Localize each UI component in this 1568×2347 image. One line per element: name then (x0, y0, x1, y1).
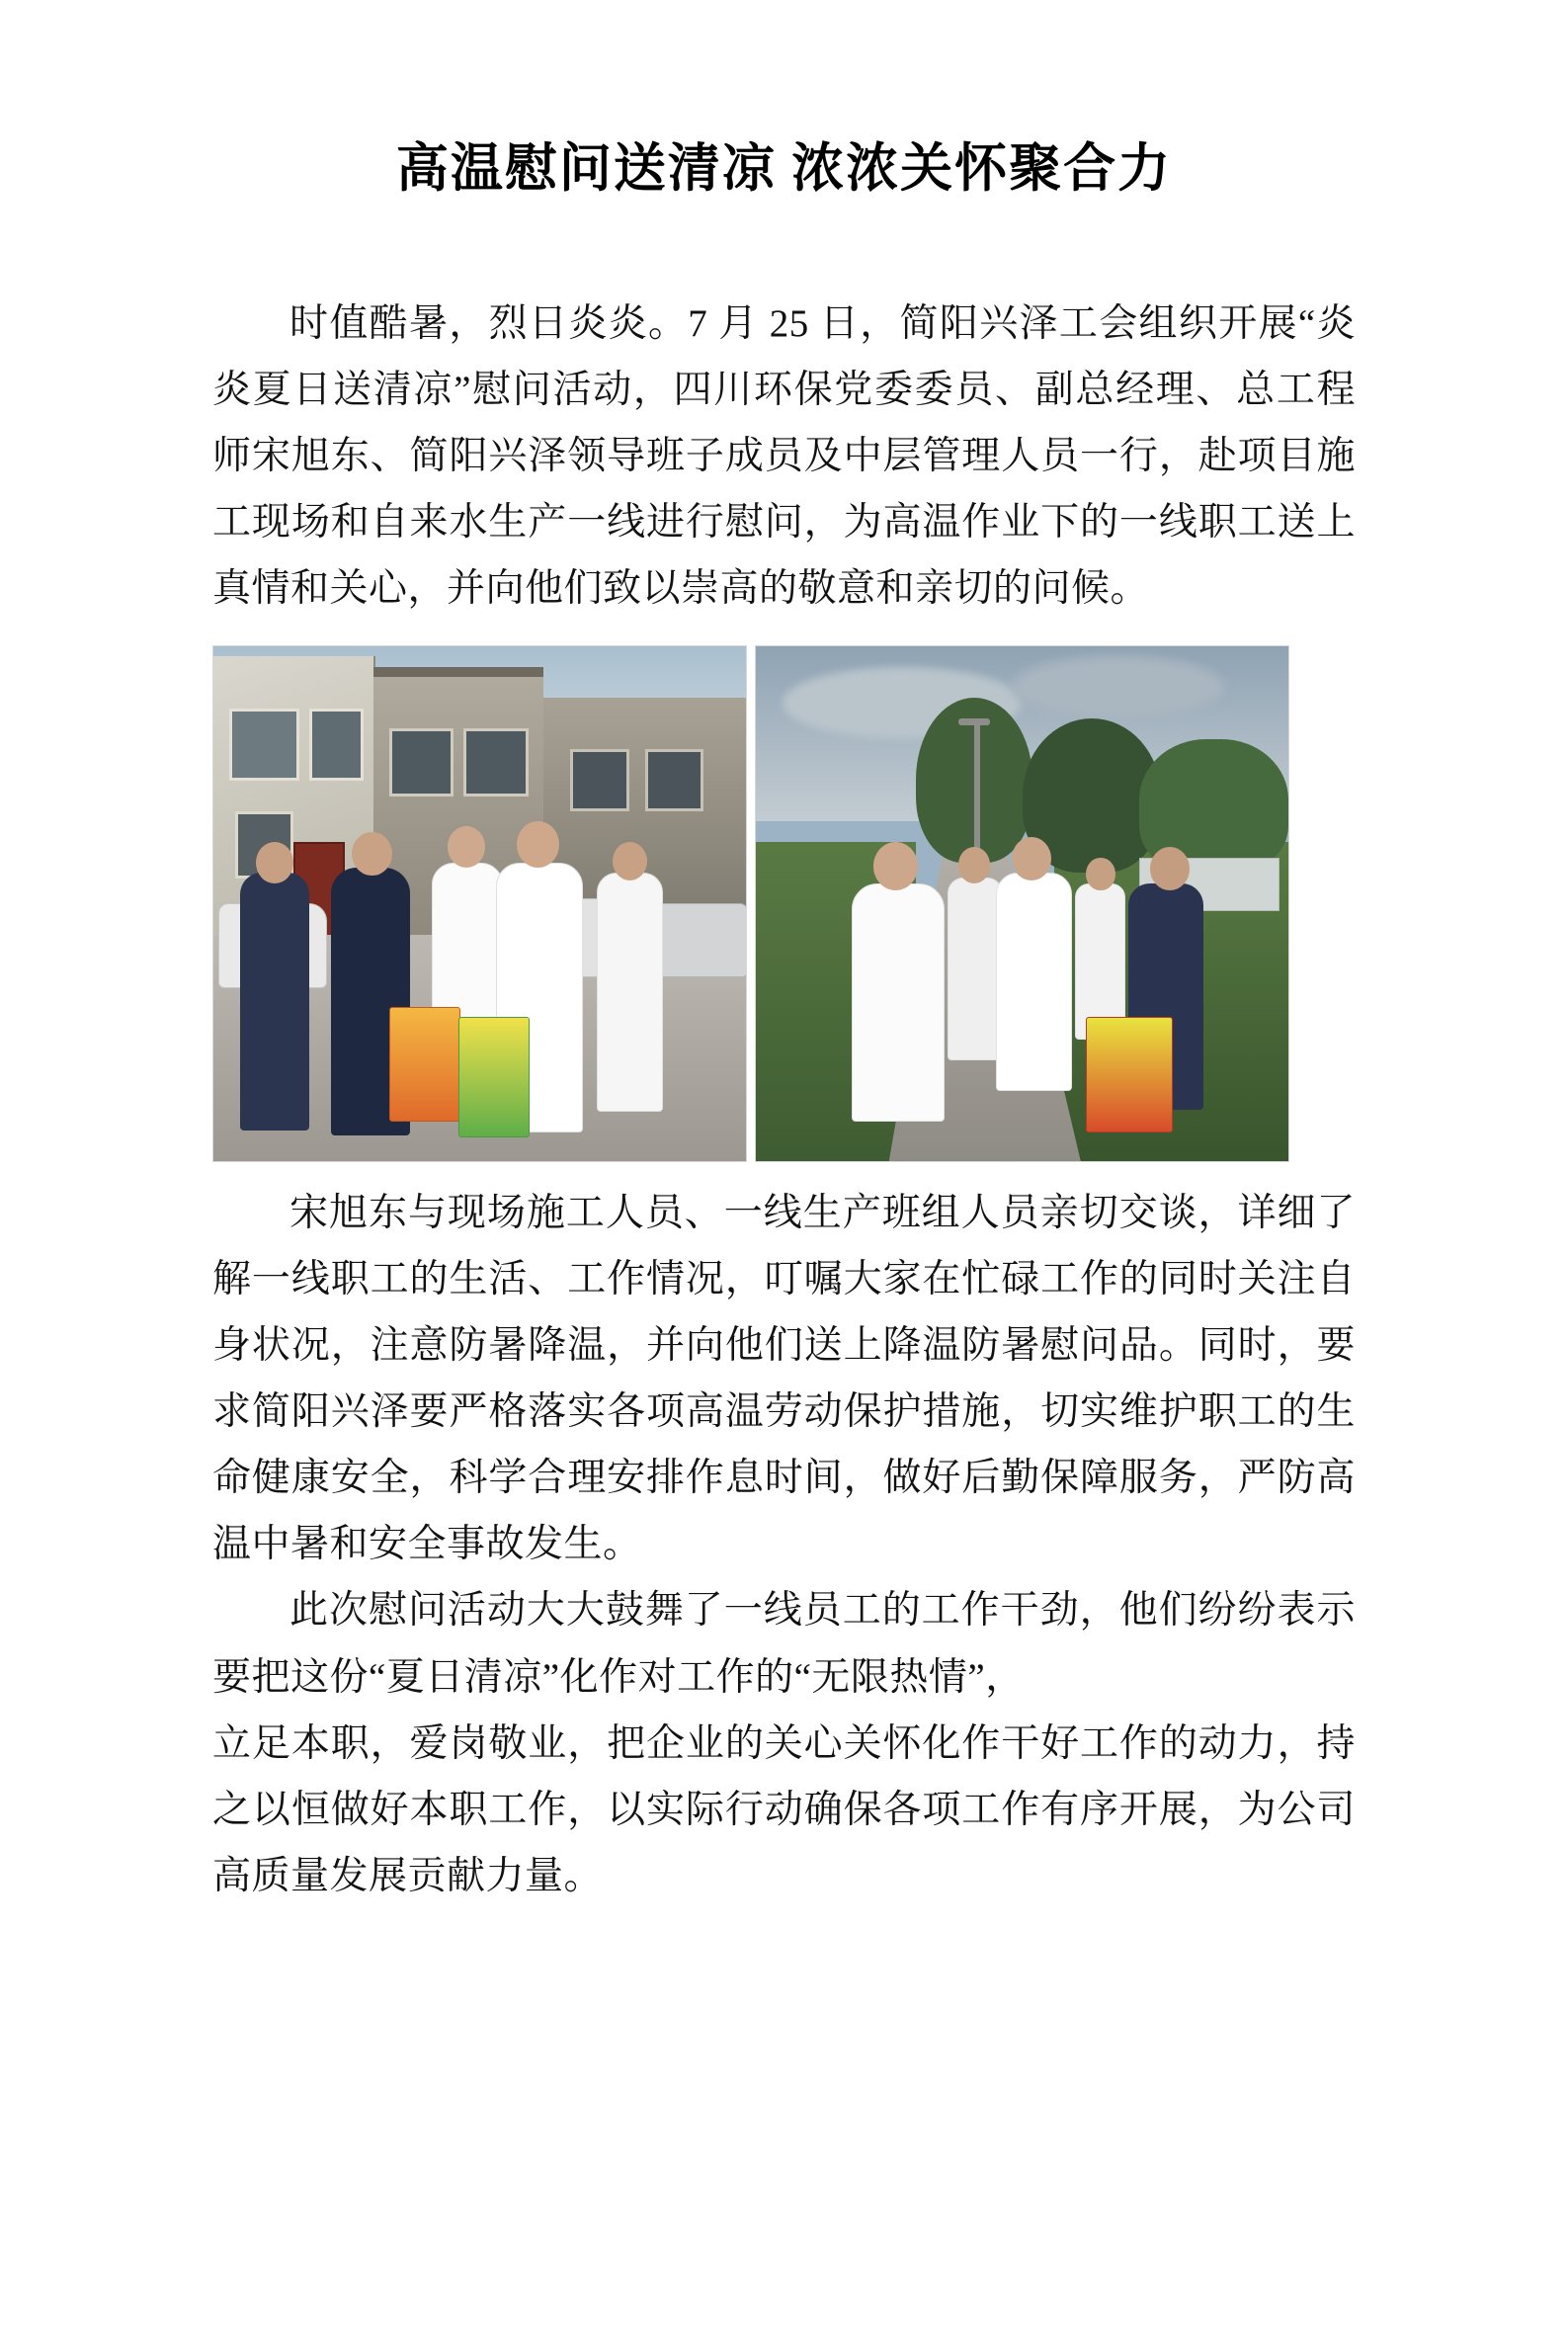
photo1-visitor-head (448, 826, 485, 868)
photo1-window (645, 749, 704, 811)
photo2-cloud (1012, 656, 1225, 718)
photo1-visitor (597, 873, 663, 1112)
paragraph-3: 此次慰问活动大大鼓舞了一线员工的工作干劲，他们纷纷表示要把这份“夏日清凉”化作对工作的“无限热情”， (212, 1589, 1356, 1699)
photo1-window (229, 709, 299, 782)
photo1-window (570, 749, 629, 811)
photo2-visitor-head (1086, 858, 1115, 891)
photo2-visitor-head (1012, 837, 1051, 880)
photo2-visitor (996, 873, 1072, 1091)
photo1-worker (240, 873, 309, 1131)
photo1-window (463, 728, 528, 796)
photo1-window (309, 709, 364, 782)
photo-visit-countryside-road (755, 645, 1289, 1162)
photo1-worker-head (352, 832, 391, 876)
photo1-gift-bag (458, 1017, 530, 1137)
photo1-window (389, 728, 454, 796)
photo2-visitor (852, 883, 945, 1123)
paragraph-1: 时值酷暑，烈日炎炎。7 月 25 日，简阳兴泽工会组织开展“炎炎夏日送清凉”慰问活动，四川环保党委委员、副总经理、总工程师宋旭东、简阳兴泽领导班子成员及中层管理人员一行，赴项目施工现场和自来水生产一线进行慰问，为高温作业下的一线职工送上真情和关心，并向他们致以崇高的敬意和亲切的问候。 (212, 301, 1356, 610)
photo1-visitor-head (517, 821, 559, 868)
photo2-visitor (948, 878, 1003, 1059)
document-body (0, 291, 1568, 1909)
paragraph-2: 宋旭东与现场施工人员、一线生产班组人员亲切交谈，详细了解一线职工的生活、工作情况，叮嘱大家在忙碌工作的同时关注自身状况，注意防暑降温，并向他们送上降温防暑慰问品。同时，要求简阳兴泽要严格落实各项高温劳动保护措施，切实维护职工的生命健康安全，科学合理安排作息时间，做好后勤保障服务，严防高温中暑和安全事故发生。 (212, 1191, 1356, 1566)
paragraph-4: 立足本职，爱岗敬业，把企业的关心关怀化作干好工作的动力，持之以恒做好本职工作，以实际行动确保各项工作有序开展，为公司高质量发展贡献力量。 (212, 1721, 1356, 1897)
photo-row (212, 645, 1356, 1162)
photo2-visitor-head (958, 847, 990, 882)
photo-visit-construction-site (212, 645, 747, 1162)
photo1-worker-head (256, 842, 293, 883)
photo2-gift-bag (1086, 1017, 1173, 1132)
photo2-utility-pole-arm (958, 718, 990, 725)
page-title: 高温慰问送清凉 浓浓关怀聚合力 (395, 140, 1173, 198)
photo1-gift-bag (389, 1007, 460, 1123)
